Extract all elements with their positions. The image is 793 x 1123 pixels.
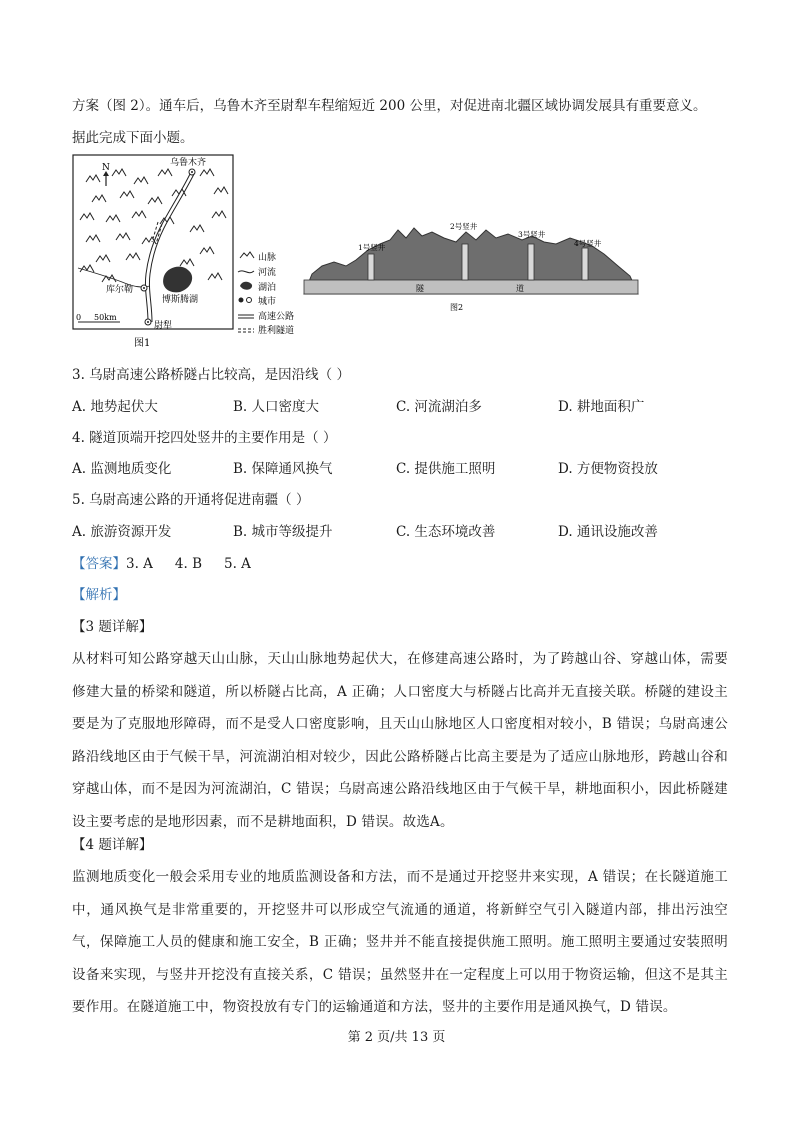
scale-km: 50km (94, 313, 117, 322)
lake-bosten-label: 博斯腾湖 (162, 295, 199, 305)
q4-detail-title: 【4 题详解】 (72, 837, 153, 853)
question-5-option-c: C. 生态环境改善 (396, 524, 496, 540)
legend-river: 河流 (258, 268, 277, 278)
answer-4: 4. B (174, 556, 203, 572)
shaft-1-label: 1号竖井 (358, 243, 386, 252)
question-5-option-d: D. 通讯设施改善 (558, 524, 658, 540)
question-4-stem: 4. 隧道顶端开挖四处竖井的主要作用是（ ） (72, 430, 337, 446)
question-4-option-b: B. 保障通风换气 (233, 461, 333, 477)
question-3-option-a: A. 地势起伏大 (72, 399, 158, 415)
question-5-option-a: A. 旅游资源开发 (72, 524, 172, 540)
answer-3: 3. A (126, 556, 153, 572)
north-label: N (102, 163, 110, 173)
legend-mountain-icon (240, 252, 254, 258)
legend-highway: 高速公路 (258, 312, 295, 322)
q3-detail-title: 【3 题详解】 (72, 619, 153, 635)
question-4-option-c: C. 提供施工照明 (396, 461, 496, 477)
shaft-3-label: 3号竖井 (518, 230, 546, 239)
legend-city-icon (239, 298, 244, 303)
figure-1-map (72, 154, 308, 350)
shaft-1-bar (368, 254, 374, 280)
intro-line-2: 据此完成下面小题。 (72, 130, 194, 146)
legend-river-icon (238, 271, 254, 273)
legend-mountain: 山脉 (258, 253, 277, 263)
scale-zero: 0 (76, 313, 82, 322)
answer-5: 5. A (224, 556, 251, 572)
shaft-4-label: 4号竖井 (574, 239, 602, 248)
shaft-2-bar (462, 244, 468, 280)
question-3-option-b: B. 人口密度大 (233, 399, 320, 415)
question-5-option-b: B. 城市等级提升 (233, 524, 333, 540)
page-footer: 第 2 页/共 13 页 (347, 1030, 446, 1045)
tunnel-label-a: 隧 (416, 284, 424, 293)
legend-tunnel: 胜利隧道 (258, 326, 295, 336)
shaft-4-bar (582, 248, 588, 280)
city-yuli-label: 尉犁 (154, 321, 173, 331)
q4-detail-body: 监测地质变化一般会采用专业的地质监测设备和方法，而不是通过开挖竖井来实现，A 错误；在长隧道施工中，通风换气是非常重要的，开挖竖井可以形成空气流通的通道，将新鲜空气引入隧道内部，排出污浊空气，保障施工人员的健康和施工安全，B 正确；竖井并不能直接提供施工照明。施工照明主要通过安装照明设备来实现，与竖井开挖没有直接关系，C 错误；虽然竖井在一定程度上可以用于物资运输，但这不是其主要作用。在隧道施工中，物资投放有专门的运输通道和方法，竖井的主要作用是通风换气，D 错误。 (72, 869, 728, 1015)
question-3-option-c: C. 河流湖泊多 (396, 399, 482, 415)
legend-lake-icon (240, 282, 252, 290)
answer-label: 【答案】 (72, 556, 126, 572)
question-4-option-d: D. 方便物资投放 (558, 461, 658, 477)
map-frame (73, 155, 233, 329)
figure-2-caption: 图2 (450, 303, 464, 312)
shaft-3-bar (528, 244, 534, 280)
tunnel-band (304, 280, 638, 294)
legend-city: 城市 (258, 297, 277, 307)
city-korla-label: 库尔勒 (106, 285, 134, 295)
shaft-2-label: 2号竖井 (450, 222, 478, 231)
analysis-label: 【解析】 (72, 587, 126, 603)
question-3-option-d: D. 耕地面积广 (558, 399, 645, 415)
q3-detail-body: 从材料可知公路穿越天山山脉，天山山脉地势起伏大，在修建高速公路时，为了跨越山谷、穿越山体，需要修建大量的桥梁和隧道，所以桥隧占比高，A 正确；人口密度大与桥隧占比高并无直接关联。桥隧的建设主要是为了克服地形障碍，而不是受人口密度影响，且天山山脉地区人口密度相对较小，B 错误；乌尉高速公路沿线地区由于气候干旱，河流湖泊相对较少，因此公路桥隧占比高主要是为了适应山脉地形，跨越山谷和穿越山体，而不是因为河流湖泊，C 错误；乌尉高速公路沿线地区由于气候干旱，耕地面积小，因此桥隧建设主要考虑的是地形因素，而不是耕地面积，D 错误。故选A。 (72, 651, 728, 830)
figure-1-caption: 图1 (134, 338, 151, 349)
legend-lake: 湖泊 (258, 283, 277, 293)
answer-line (72, 554, 251, 574)
figure-2-profile (300, 214, 650, 314)
question-5-stem: 5. 乌尉高速公路的开通将促进南疆（ ） (72, 492, 310, 508)
intro-line-1: 方案（图 2）。通车后，乌鲁木齐至尉犁车程缩短近 200 公里，对促进南北疆区域协调发展具有重要意义。 (72, 98, 707, 114)
question-4-option-a: A. 监测地质变化 (72, 461, 172, 477)
city-urumqi-label: 乌鲁木齐 (170, 158, 207, 168)
tunnel-label-b: 道 (516, 284, 524, 293)
map-legend (238, 251, 294, 336)
question-3-stem: 3. 乌尉高速公路桥隧占比较高，是因沿线（ ） (72, 367, 350, 383)
